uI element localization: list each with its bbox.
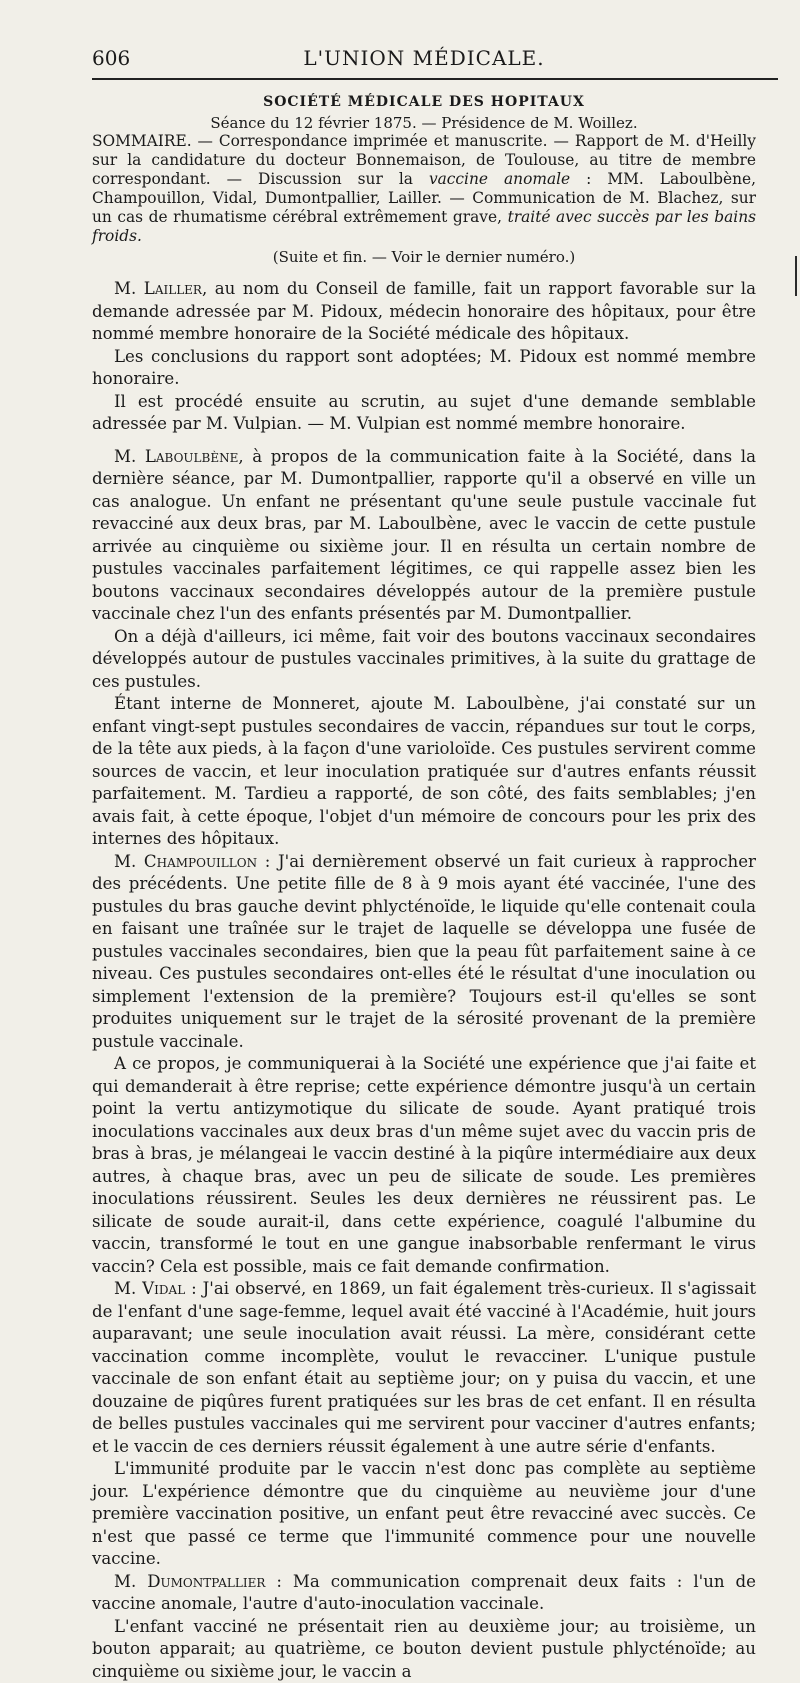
page-header xyxy=(92,46,756,76)
speaker-name: M. Lailler xyxy=(114,279,202,298)
section-title: SOCIÉTÉ MÉDICALE DES HOPITAUX xyxy=(92,94,756,110)
summary-label: SOMMAIRE. xyxy=(92,132,192,150)
paragraph-scrutin: Il est procédé ensuite au scrutin, au sujet d'une demande semblable adressée par M. Vulpian. — M. Vulpian est nommé membre honoraire. xyxy=(92,391,756,436)
summary-italic-2: traité avec succès par les bains froids. xyxy=(92,208,756,245)
speaker-name: M. Laboulbène xyxy=(114,447,238,466)
header-rule xyxy=(92,78,778,80)
paragraph-monneret: Étant interne de Monneret, ajoute M. Laboulbène, j'ai constaté sur un enfant vingt-sept pustules secondaires de vaccin, répandues sur tout le corps, de la tête aux pieds, à la façon d'une varioloïde. Ces pustules servirent comme sources de vaccin, et leur inoculation pratiquée sur d'autres enfants réussit parfaitement. M. Tardieu a rapporté, de son côté, des faits semblables; j'en avais fait, à cette époque, l'objet d'un mémoire de concours pour les prix des internes des hôpitaux. xyxy=(92,693,756,851)
page-edge-mark xyxy=(795,256,797,296)
speaker-name: M. Champouillon xyxy=(114,852,257,871)
paragraph-laboulbene: M. Laboulbène, à propos de la communication faite à la Société, dans la dernière séance, par M. Dumontpallier, rapporte qu'il a observé en ville un cas analogue. Un enfant ne présentant qu'une seule pustule vaccinale fut revacciné aux deux bras, par M. Laboulbène, avec le vaccin de cette pustule arrivée au cinquième ou sixième jour. Il en résulta un certain nombre de pustules vaccinales parfaitement légitimes, ce qui rappelle assez bien les boutons vaccinaux secondaires développés autour de la première pustule vaccinale chez l'un des enfants présentés par M. Dumontpallier. xyxy=(92,446,756,626)
paragraph-vidal: M. Vidal : J'ai observé, en 1869, un fait également très-curieux. Il s'agissait de l'enfant d'une sage-femme, lequel avait été vacciné à l'Académie, huit jours auparavant; une seule inoculation avait réussi. La mère, considérant cette vaccination comme incomplète, voulut le revacciner. L'unique pustule vaccinale de son enfant était au septième jour; on y puisa du vaccin, et une douzaine de piqûres furent pratiquées sur les bras de cet enfant. Il en résulta de belles pustules vaccinales qui me servirent pour vacciner d'autres enfants; et le vaccin de ces derniers réussit également à une autre série d'enfants. xyxy=(92,1278,756,1458)
article-body xyxy=(92,94,756,1683)
journal-title: L'UNION MÉDICALE. xyxy=(92,46,756,70)
paragraph-immunite: L'immunité produite par le vaccin n'est donc pas complète au septième jour. L'expérience démontre que du cinquième au neuvième jour d'une première vaccination positive, un enfant peut être revacciné avec succès. Ce n'est que passé ce terme que l'immunité commence pour une nouvelle vaccine. xyxy=(92,1458,756,1571)
paragraph-lailler: M. Lailler, au nom du Conseil de famille, fait un rapport favorable sur la demande adressée par M. Pidoux, médecin honoraire des hôpitaux, pour être nommé membre honoraire de la Société médicale des hôpitaux. xyxy=(92,278,756,346)
summary-text-2: : MM. Laboulbène, Champouillon, Vidal, Dumontpallier, Lailler. — Communication de M. Blachez, sur un cas de rhumatisme cérébral extrêmement grave, xyxy=(92,170,756,226)
speaker-name: M. Dumontpallier xyxy=(114,1572,265,1591)
paragraph-conclusions: Les conclusions du rapport sont adoptées; M. Pidoux est nommé membre honoraire. xyxy=(92,346,756,391)
paragraph-dumontpallier: M. Dumontpallier : Ma communication comprenait deux faits : l'un de vaccine anomale, l'autre d'auto-inoculation vaccinale. xyxy=(92,1571,756,1616)
paragraph-boutons: On a déjà d'ailleurs, ici même, fait voir des boutons vaccinaux secondaires développés autour de pustules vaccinales primitives, à la suite du grattage de ces pustules. xyxy=(92,626,756,694)
summary-italic-1: vaccine anomale xyxy=(429,170,570,188)
summary xyxy=(92,132,756,246)
suite-note: (Suite et fin. — Voir le dernier numéro.) xyxy=(92,248,756,266)
paragraph-enfant-vaccine: L'enfant vacciné ne présentait rien au deuxième jour; au troisième, un bouton apparait; au quatrième, ce bouton devient pustule phlycténoïde; au cinquième ou sixième jour, le vaccin a xyxy=(92,1616,756,1683)
paragraph-silicate: A ce propos, je communiquerai à la Société une expérience que j'ai faite et qui demanderait à être reprise; cette expérience démontre jusqu'à un certain point la vertu antizymotique du silicate de soude. Ayant pratiqué trois inoculations vaccinales aux deux bras d'un même sujet avec du vaccin pris de bras à bras, je mélangeai le vaccin destiné à la piqûre intermédiaire aux deux autres, à chaque bras, avec un peu de silicate de soude. Les premières inoculations réussirent. Seules les deux dernières ne réussirent pas. Le silicate de soude aurait-il, dans cette expérience, coagulé l'albumine du vaccin, transformé le tout en une gangue inabsorbable renfermant le virus vaccin? Cela est possible, mais ce fait demande confirmation. xyxy=(92,1053,756,1278)
paragraph-champouillon: M. Champouillon : J'ai dernièrement observé un fait curieux à rapprocher des précédents. Une petite fille de 8 à 9 mois ayant été vaccinée, l'une des pustules du bras gauche devint phlycténoïde, le liquide qu'elle contenait coula en faisant une traînée sur le trajet de laquelle se développa une fusée de pustules vaccinales secondaires, bien que la peau fût parfaitement saine à ce niveau. Ces pustules secondaires ont-elles été le résultat d'une inoculation ou simplement l'extension de la première? Toujours est-il qu'elles se sont produites uniquement sur le trajet de la sérosité provenant de la première pustule vaccinale. xyxy=(92,851,756,1054)
speaker-name: M. Vidal xyxy=(114,1279,185,1298)
summary-text: — Correspondance imprimée et manuscrite. — Rapport de M. d'Heilly sur la candidature du docteur Bonnemaison, de Toulouse, au titre de membre correspondant. — Discussion sur la xyxy=(92,132,756,188)
session-line: Séance du 12 février 1875. — Présidence de M. Woillez. xyxy=(92,114,756,132)
page-number: 606 xyxy=(92,46,130,70)
